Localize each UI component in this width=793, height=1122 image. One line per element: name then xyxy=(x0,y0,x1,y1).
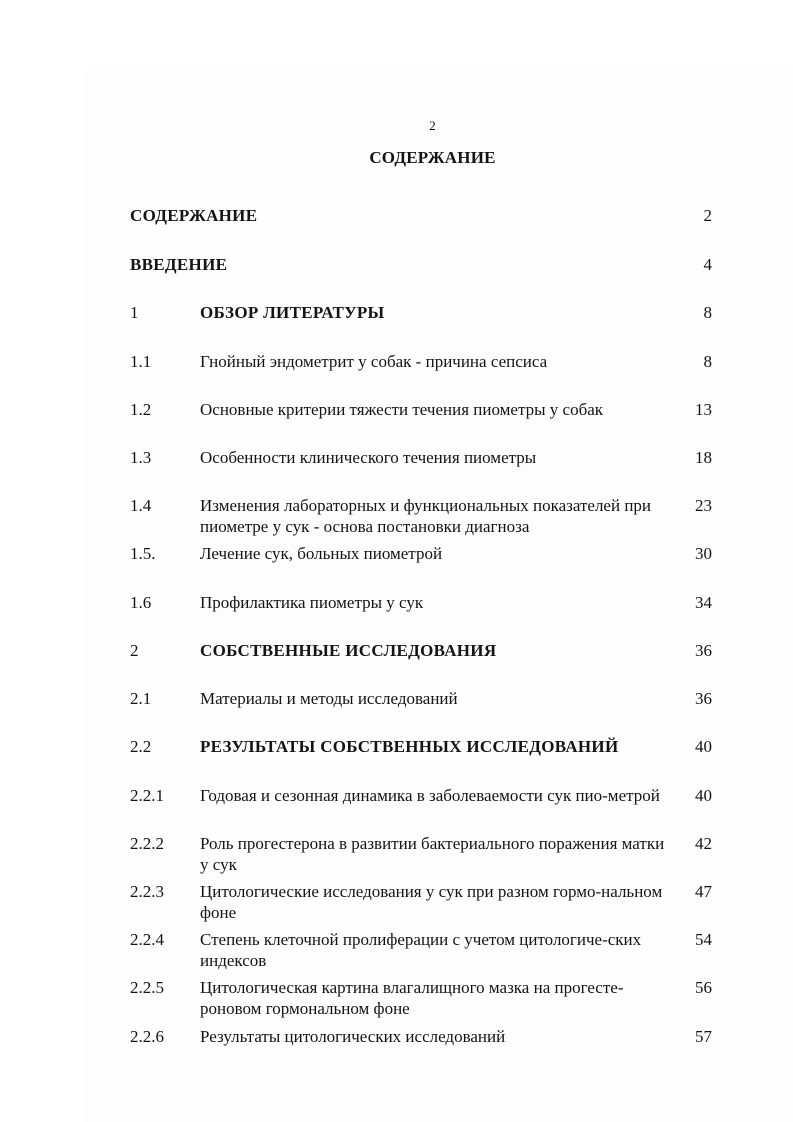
toc-entry-title: Роль прогестерона в развитии бактериального поражения матки у сук xyxy=(200,834,665,874)
toc-entry-title: ВВЕДЕНИЕ xyxy=(130,255,228,274)
toc-entry-page: 36 xyxy=(695,689,712,708)
toc-entry-title: Гнойный эндометрит у собак - причина сепсиса xyxy=(200,352,548,371)
toc-entry-number: 1 xyxy=(130,303,139,322)
toc-entry-title: Цитологические исследования у сук при разном гормо-нальном фоне xyxy=(200,882,663,922)
toc-entry-title: Профилактика пиометры у сук xyxy=(200,593,424,612)
toc-entry-number: 2 xyxy=(130,641,139,660)
toc-entry-title: Основные критерии тяжести течения пиометры у собак xyxy=(200,400,604,419)
toc-entry-title: Изменения лабораторных и функциональных показателей при пиометре у сук - основа постановки диагноза xyxy=(200,496,652,536)
toc-entry-title: Годовая и сезонная динамика в заболеваемости сук пио-метрой xyxy=(200,786,660,805)
page-number: 2 xyxy=(429,118,436,133)
toc-entry-number: 2.1 xyxy=(130,689,152,708)
toc-entry-number: 1.2 xyxy=(130,400,152,419)
toc-entry-title: СОБСТВЕННЫЕ ИССЛЕДОВАНИЯ xyxy=(200,641,497,660)
toc-entry-page: 13 xyxy=(695,400,712,419)
toc-entry-page: 23 xyxy=(695,496,712,515)
toc-entry-page: 40 xyxy=(695,786,712,805)
toc-entry-number: 2.2.4 xyxy=(130,930,164,949)
toc-entry-number: 2.2.6 xyxy=(130,1027,164,1046)
toc-entry-page: 34 xyxy=(695,593,712,612)
toc-entry-page: 18 xyxy=(695,448,712,467)
toc-entry-page: 57 xyxy=(695,1027,712,1046)
toc-entry-page: 47 xyxy=(695,882,712,901)
toc-entry-number: 1.1 xyxy=(130,352,152,371)
toc-entry-page: 4 xyxy=(703,255,712,274)
toc-entry-page: 8 xyxy=(703,352,712,371)
toc-entry-title: Материалы и методы исследований xyxy=(200,689,458,708)
toc-entry-number: 1.6 xyxy=(130,593,152,612)
toc-entry-page: 36 xyxy=(695,641,712,660)
toc-entry-number: 2.2.3 xyxy=(130,882,164,901)
toc-entry-page: 8 xyxy=(703,303,712,322)
toc-entry-page: 40 xyxy=(695,737,712,756)
toc-entry-number: 2.2.1 xyxy=(130,786,164,805)
page-title: СОДЕРЖАНИЕ xyxy=(369,148,496,167)
toc-entry-number: 1.4 xyxy=(130,496,152,515)
toc-entry-page: 42 xyxy=(695,834,712,853)
toc-entry-title: Лечение сук, больных пиометрой xyxy=(200,544,443,563)
toc-entry-page: 2 xyxy=(703,206,712,225)
toc-entry-page: 56 xyxy=(695,978,712,997)
toc-entry-number: 2.2 xyxy=(130,737,152,756)
toc-entry-title: Цитологическая картина влагалищного мазка на прогесте-роновом гормональном фоне xyxy=(200,978,624,1018)
toc-entry-title: Степень клеточной пролиферации с учетом цитологиче-ских индексов xyxy=(200,930,642,970)
toc-entry-page: 54 xyxy=(695,930,712,949)
toc-entry-title: СОДЕРЖАНИЕ xyxy=(130,206,258,225)
toc-entry-title: РЕЗУЛЬТАТЫ СОБСТВЕННЫХ ИССЛЕДОВАНИЙ xyxy=(200,737,619,756)
toc-entry-page: 30 xyxy=(695,544,712,563)
toc-entry-title: Особенности клинического течения пиометры xyxy=(200,448,537,467)
toc-entry-number: 2.2.5 xyxy=(130,978,164,997)
toc-entry-title: ОБЗОР ЛИТЕРАТУРЫ xyxy=(200,303,385,322)
toc-entry-number: 1.3 xyxy=(130,448,152,467)
toc-entry-title: Результаты цитологических исследований xyxy=(200,1027,506,1046)
toc-entry-number: 1.5. xyxy=(130,544,156,563)
toc-entry-number: 2.2.2 xyxy=(130,834,164,853)
